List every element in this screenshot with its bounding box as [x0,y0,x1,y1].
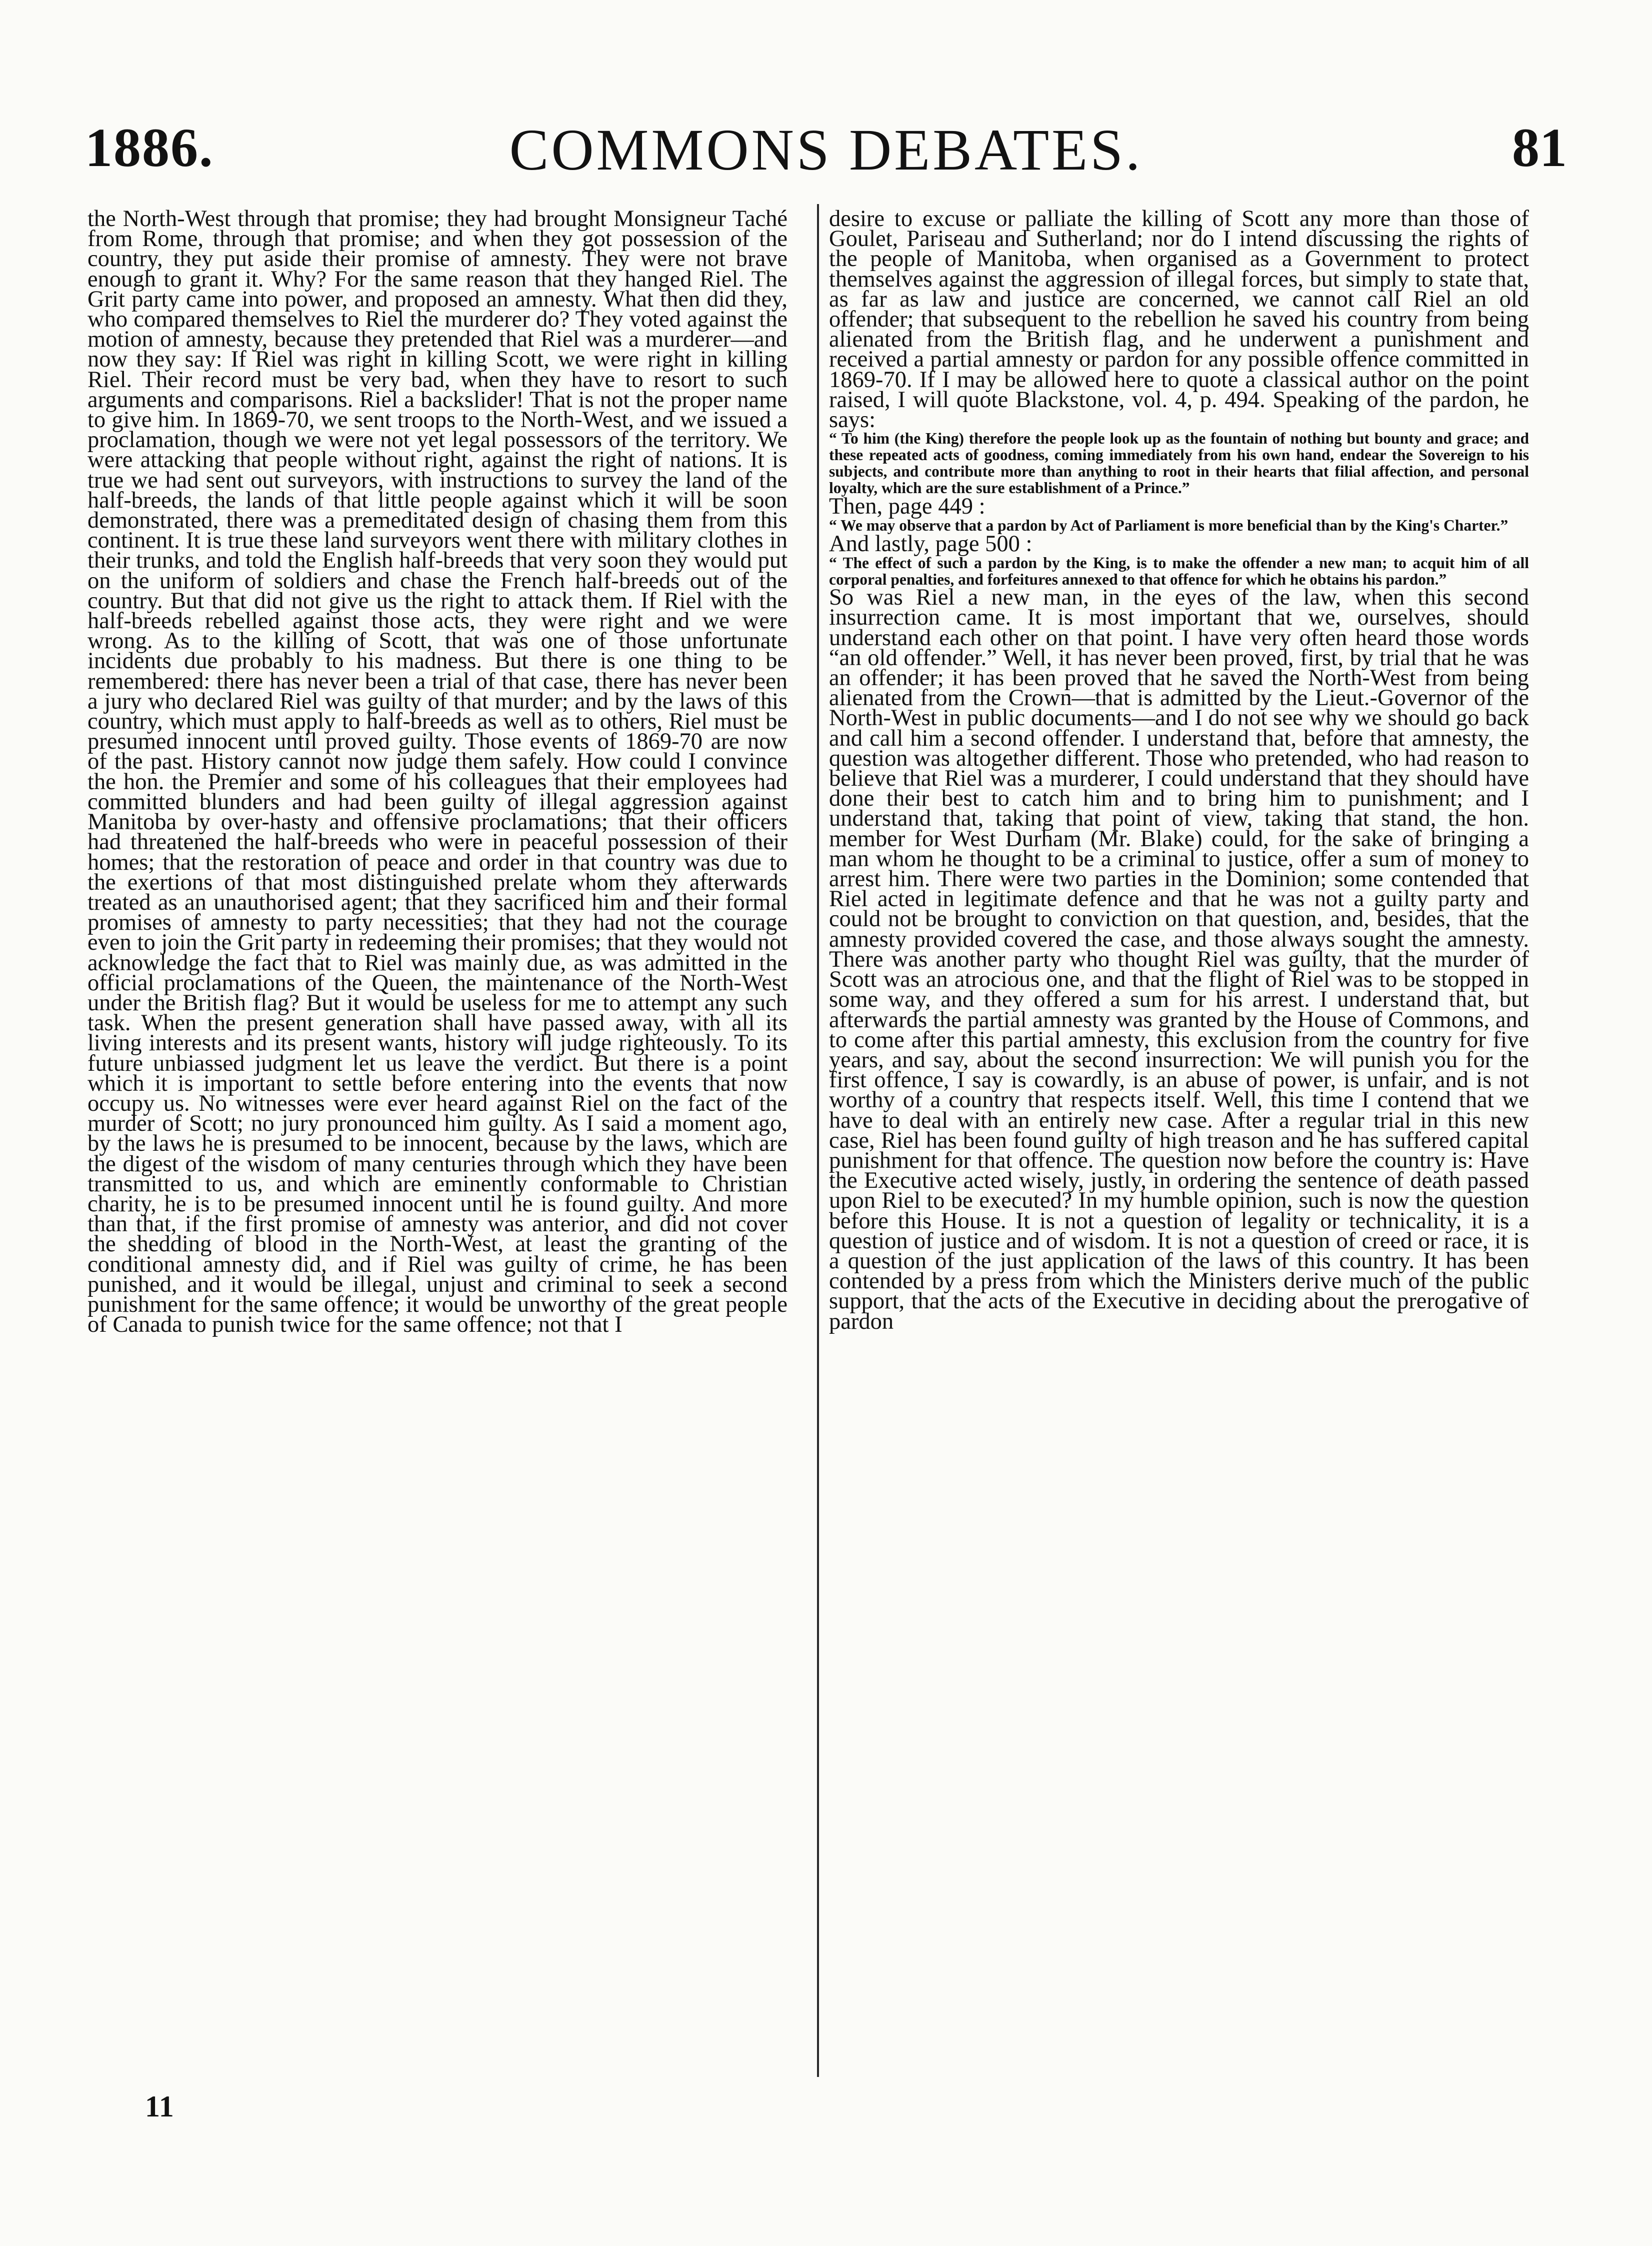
header-title: COMMONS DEBATES. [509,117,1143,183]
right-paragraph-1: desire to excuse or palliate the killing of Scott any more than those of Goulet, Pariseau and Sutherland; nor do I intend discussing the rights of the people of Manitoba, when organised as a Government to protect themselves against the aggression of illegal forces, but simply to state that, as far as law and justice are concerned, we cannot call Riel an old offender; that subsequent to the rebellion he saved his country from being alienated from the British flag, and he underwent a punishment and received a partial amnesty or pardon for any possible offence committed in 1869-70. If I may be allowed here to quote a classical author on the point raised, I will quote Blackstone, vol. 4, p. 494. Speaking of the pardon, he says: [829,206,1529,433]
left-paragraph-1: the North-West through that promise; they had brought Monsigneur Taché from Rome, through that promise; and when they got possession of the country, they put aside their promise of amnesty. They were not brave enough to grant it. Why? For the same reason that they hanged Riel. The Grit party came into power, and proposed an amnesty. What then did they, who compared themselves to Riel the murderer do? They voted against the motion of amnesty, because they pretended that Riel was a murderer—and now they say: If Riel was right in killing Scott, we were right in killing Riel. Their record must be very bad, when they have to resort to such arguments and comparisons. Riel a backslider! That is not the proper name to give him. In 1869-70, we sent troops to the North-West, and we issued a proclamation, though we were not yet legal possessors of the territory. We were attacking that people without right, against the right of nations. It is true we had sent out surveyors, with instructions to survey the land of the half-breeds, the lands of that little people against which it will be soon demonstrated, there was a premeditated design of chasing them from this continent. It is true these land surveyors went there with military clothes in their trunks, and told the English half-breeds that very soon they would put on the uniform of soldiers and chase the French half-breeds out of the country. But that did not give us the right to attack them. If Riel with the half-breeds rebelled against those acts, they were right and we were wrong. As to the killing of Scott, that was one of those unfortunate incidents due probably to his madness. But there is one thing to be remembered: there has never been a trial of that case, there has never been a jury who declared Riel was guilty of that murder; and by the laws of this country, which must apply to half-breeds as well as to others, Riel must be presumed innocent until proved guilty. Those events of 1869-70 are now of the past. History cannot now judge them safely. How could I convince the hon. the Premier and some of his colleagues that their employees had committed blunders and had been guilty of illegal aggression against Manitoba by over-hasty and offensive proclamations; that their officers had threatened the half-breeds who were in peaceful possession of their homes; that the restoration of peace and order in that country was due to the exertions of that most distinguished prelate whom they afterwards treated as an unauthorised agent; that they sacrificed him and their formal promises of amnesty to party necessities; that they had not the courage even to join the Grit party in redeeming their promises; that they would not acknowledge the fact that to Riel was mainly due, as was admitted in the official proclamations of the Queen, the maintenance of the North-West under the British flag? But it would be useless for me to attempt any such task. When the present generation shall have passed away, with all its living interests and its present wants, history will judge righteously. To its future unbiassed judgment let us leave the verdict. But there is a point which it is important to settle before entering into the events that now occupy us. No witnesses were ever heard against Riel on the fact of the murder of Scott; no jury pronounced him guilty. As I said a moment ago, by the laws he is presumed to be innocent, because by the laws, which are the digest of the wisdom of many centuries through which they have been transmitted to us, and which are eminently conformable to Christian charity, he is to be presumed innocent until he is found guilty. And more than that, if the first promise of amnesty was anterior, and did not cover the shedding of blood in the North-West, at least the granting of the conditional amnesty did, and if Riel was guilty of crime, he has been punished, and it would be illegal, unjust and criminal to seek a second punishment for the same offence; it would be unworthy of the great people of Canada to punish twice for the same offence; not that I [88,206,788,1338]
blackstone-quote-1: “ To him (the King) therefore the people look up as the fountain of nothing but bounty and grace; and these repeated acts of goodness, coming immediately from his own hand, endear the Sovereign to his subjects, and contribute more than anything to root in their hearts that filial affection, and personal loyalty, which are the sure establishment of a Prince.” [829,430,1529,497]
page-header [85,116,1567,181]
quote-lead-page-449: Then, page 449 : [829,494,986,520]
column-divider [817,204,819,2077]
quote-lead-page-500: And lastly, page 500 : [829,531,1032,557]
left-column [88,206,788,1338]
blackstone-quote-3: “ The effect of such a pardon by the King, is to make the offender a new man; to acquit him of all corporal penalties, and forfeitures annexed to that offence for which he obtains his pardon.” [829,554,1529,589]
signature-mark: 11 [145,2090,174,2123]
header-page-number: 81 [1512,117,1567,178]
header-year: 1886. [85,117,214,178]
blackstone-quote-2: “ We may observe that a pardon by Act of Parliament is more beneficial than by the King's Charter.” [829,517,1508,535]
right-column [829,206,1529,1334]
right-paragraph-2: So was Riel a new man, in the eyes of the law, when this second insurrection came. It is most important that we, ourselves, should understand each other on that point. I have very often heard those words “an old offender.” Well, it has never been proved, first, by trial that he was an offender; it has been proved that he saved the North-West from being alienated from the Crown—that is admitted by the Lieut.-Governor of the North-West in public documents—and I do not see why we should go back and call him a second offender. I understand that, before that amnesty, the question was altogether different. Those who pretended, who had reason to believe that Riel was a murderer, I could understand that they should have done their best to catch him and to bring him to punishment; and I understand that, taking that point of view, taking that stand, the hon. member for West Durham (Mr. Blake) could, for the sake of bringing a man whom he thought to be a criminal to justice, offer a sum of money to arrest him. There were two parties in the Dominion; some contended that Riel acted in legitimate defence and that he was not a guilty party and could not be brought to conviction on that question, and, besides, that the amnesty provided covered the case, and those always sought the amnesty. There was another party who thought Riel was guilty, that the murder of Scott was an atrocious one, and that the flight of Riel was to be stopped in some way, and they offered a sum for his arrest. I understand that, but afterwards the partial amnesty was granted by the House of Commons, and to come after this partial amnesty, this exclusion from the country for five years, and say, about the second insurrection: We will punish you for the first offence, I say is cowardly, is an abuse of power, is unfair, and is not worthy of a country that respects itself. Well, this time I contend that we have to deal with an entirely new case. After a regular trial in this new case, Riel has been found guilty of high treason and he has suffered capital punishment for that offence. The question now before the country is: Have the Executive acted wisely, justly, in ordering the sentence of death passed upon Riel to be executed? In my humble opinion, such is now the question before this House. It is not a question of legality or technicality, it is a question of justice and of wisdom. It is not a question of creed or race, it is a question of the just application of the laws of this country. It has been contended by a press from which the Ministers derive much of the public support, that the acts of the Executive in deciding about the prerogative of pardon [829,585,1529,1334]
